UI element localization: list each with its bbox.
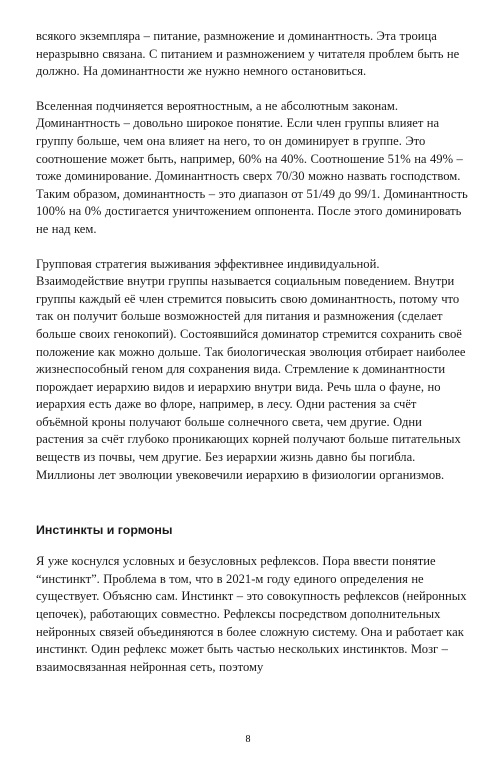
paragraph-2: Вселенная подчиняется вероятностным, а не абсолютным законам. Доминантность – довольно широкое понятие. Если член группы влияет на группу больше, чем она влияет на него, то он доминирует в группе. Это соотношение может быть, например, 60% на 40%. Соотношение 51% на 49% – тоже доминирование. Доминантность сверх 70/30 можно назвать господством. Таким образом, доминантность – это диапазон от 51/49 до 99/1. Доминантность 100% на 0% достигается уничтожением оппонента. После этого доминировать не над кем. <box>36 98 468 236</box>
section-paragraph: Я уже коснулся условных и безусловных рефлексов. Пора ввести понятие “инстинкт”. Проблема в том, что в 2021-м году единого определения не существует. Объясню сам. Инстинкт – это совокупность рефлексов (нейронных цепочек), работающих совместно. Рефлексы посредством дополнительных нейронных связей объединяются в более сложную систему. Она и работает как инстинкт. Один рефлекс может быть частью нескольких инстинктов. Мозг – взаимосвязанная нейронная сеть, поэтому <box>36 554 467 674</box>
paragraph-1: всякого экземпляра – питание, размножение и доминантность. Эта троица неразрывно связана. С питанием и размножением у читателя проблем быть не должно. На доминантности же нужно немного остановиться. <box>36 29 460 79</box>
paragraph-3: Групповая стратегия выживания эффективнее индивидуальной. Взаимодействие внутри группы называется социальным поведением. Внутри группы каждый её член стремится повысить свою доминантность, потому что так он получит больше возможностей для питания и размножения (сделает больше своих генокопий). Состоявшийся доминатор стремится сохранить своё положение как можно дольше. Так биологическая эволюция отбирает наиболее жизнеспособный геном для сохранения вида. Стремление к доминантности порождает иерархию видов и иерархию внутри вида. Речь шла о фауне, но иерархия есть даже во флоре, например, в лесу. Одни растения за счёт объёмной кроны получают больше солнечного света, чем другие. Одни растения за счёт глубоко проникающих корней получают больше питательных веществ из почвы, чем другие. Без иерархии жизнь давно бы погибла. Миллионы лет эволюции увековечили иерархию в физиологии организмов. <box>36 256 466 482</box>
section-spacer <box>36 484 468 522</box>
page-number: 8 <box>245 734 251 745</box>
section-heading: Инстинкты и гормоны <box>36 523 173 538</box>
